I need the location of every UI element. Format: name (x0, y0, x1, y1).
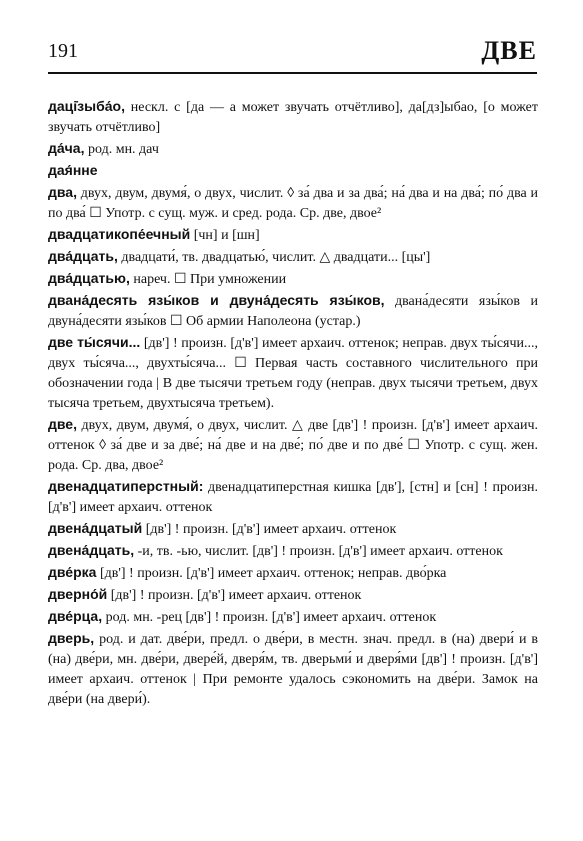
entry-headword: дверно́й (48, 586, 108, 602)
entry-body: двух, двум, двумя́, о двух, числит. ◊ за́ два и за два́; на́ два и на два́; по́ два и по два́ ☐ Употр. с сущ. муж. и сред. рода. Ср. две, двое² (48, 186, 539, 221)
entry-body: [дв'] ! произн. [д'в'] имеет архаич. оттенок (145, 522, 397, 537)
entry (48, 268, 538, 290)
entry-body: двух, двум, двумя́, о двух, числит. △ две [дв'] ! произн. [д'в'] имеет архаич. оттенок ◊ за́ две и за две́; на́ две и на две́; по́ две и по две́ ☐ Употр. с сущ. жен. рода. Ср. два, двое² (48, 418, 538, 473)
entry-body: род. и дат. две́ри, предл. о две́ри, в местн. знач. предл. в (на) двери́ и в (на) две́ри, мн. две́ри, двере́й, дверя́м, тв. дверьми́ и дверя́ми [дв'] ! произн. [д'в'] имеет архаич. оттенок | При ремонте удалось сэкономить на две́ри. Замок на две́ри (на двери́). (48, 632, 538, 707)
entry (48, 224, 538, 246)
entry-headword: даці̇зыба́о, (48, 98, 125, 114)
entry-headword: два́дцатью, (48, 270, 130, 286)
entry-headword: две́рца, (48, 608, 103, 624)
running-head: ДВЕ (481, 36, 537, 65)
entry (48, 562, 538, 584)
entry (48, 160, 538, 182)
entry (48, 182, 538, 224)
entry-headword: двенадцатиперстный: (48, 478, 204, 494)
entry-headword: двадцатикопе́ечный (48, 226, 191, 242)
entry-headword: двена́дцатый (48, 520, 143, 536)
entry (48, 138, 538, 160)
entry-body: [дв'] ! произн. [д'в'] имеет архаич. оттенок; неправ. двух ты́сячи..., двух ты́сяча..., двухты́сяча... ☐ Первая часть составного числительного при обозначении года | В две тысячи третьем году (неправ. двух тысячи третьем, двух тысяча третьем, двухтысяча третьем). (48, 336, 539, 411)
entry (48, 476, 538, 518)
entry-body: [чн] и [шн] (193, 228, 260, 243)
entry (48, 290, 538, 332)
entry-headword: две, (48, 416, 77, 432)
entry-body: [дв'] ! произн. [д'в'] имеет архаич. оттенок; неправ. дво́рка (99, 566, 447, 581)
entry-body: [дв'] ! произн. [д'в'] имеет архаич. оттенок (110, 588, 362, 603)
entry-headword: два́дцать, (48, 248, 118, 264)
entry-headword: дверь, (48, 630, 95, 646)
entry (48, 628, 538, 710)
page-number: 191 (48, 40, 78, 62)
entry-headword: две ты́сячи... (48, 334, 141, 350)
entry-headword: два, (48, 184, 77, 200)
entries-list (48, 96, 538, 710)
entry-body: род. мн. -рец [дв'] ! произн. [д'в'] имеет архаич. оттенок (105, 610, 437, 625)
entry (48, 518, 538, 540)
entry (48, 332, 538, 414)
header-rule (48, 72, 537, 74)
entry-headword: две́рка (48, 564, 97, 580)
entry-body: двана́десяти язы́ков и двуна́десяти язы́ков ☐ Об армии Наполеона (устар.) (48, 294, 538, 329)
entry-headword: двана́десять язы́ков и двуна́десять язы́ков, (48, 292, 385, 308)
entry-body: нескл. с [да — а может звучать отчётливо], да[дз]ыбао, [о может звучать отчётливо] (48, 100, 538, 135)
entry-body: нареч. ☐ При умножении (133, 272, 287, 287)
entry-body: двадцати́, тв. двадцатью́, числит. △ двадцати... [цы'] (121, 250, 431, 265)
entry-body: род. мн. дач (87, 142, 159, 157)
entry (48, 540, 538, 562)
entry-headword: да́ча, (48, 140, 85, 156)
entry (48, 246, 538, 268)
entry (48, 606, 538, 628)
entry-headword: дая́нне (48, 162, 98, 178)
entry-body: -и, тв. -ью, числит. [дв'] ! произн. [д'в'] имеет архаич. оттенок (137, 544, 503, 559)
entry (48, 584, 538, 606)
entry (48, 414, 538, 476)
entry-headword: двена́дцать, (48, 542, 135, 558)
entry (48, 96, 538, 138)
entry-body: двенадцатиперстная кишка [дв'], [стн] и [сн] ! произн. [д'в'] имеет архаич. оттенок (48, 480, 538, 515)
